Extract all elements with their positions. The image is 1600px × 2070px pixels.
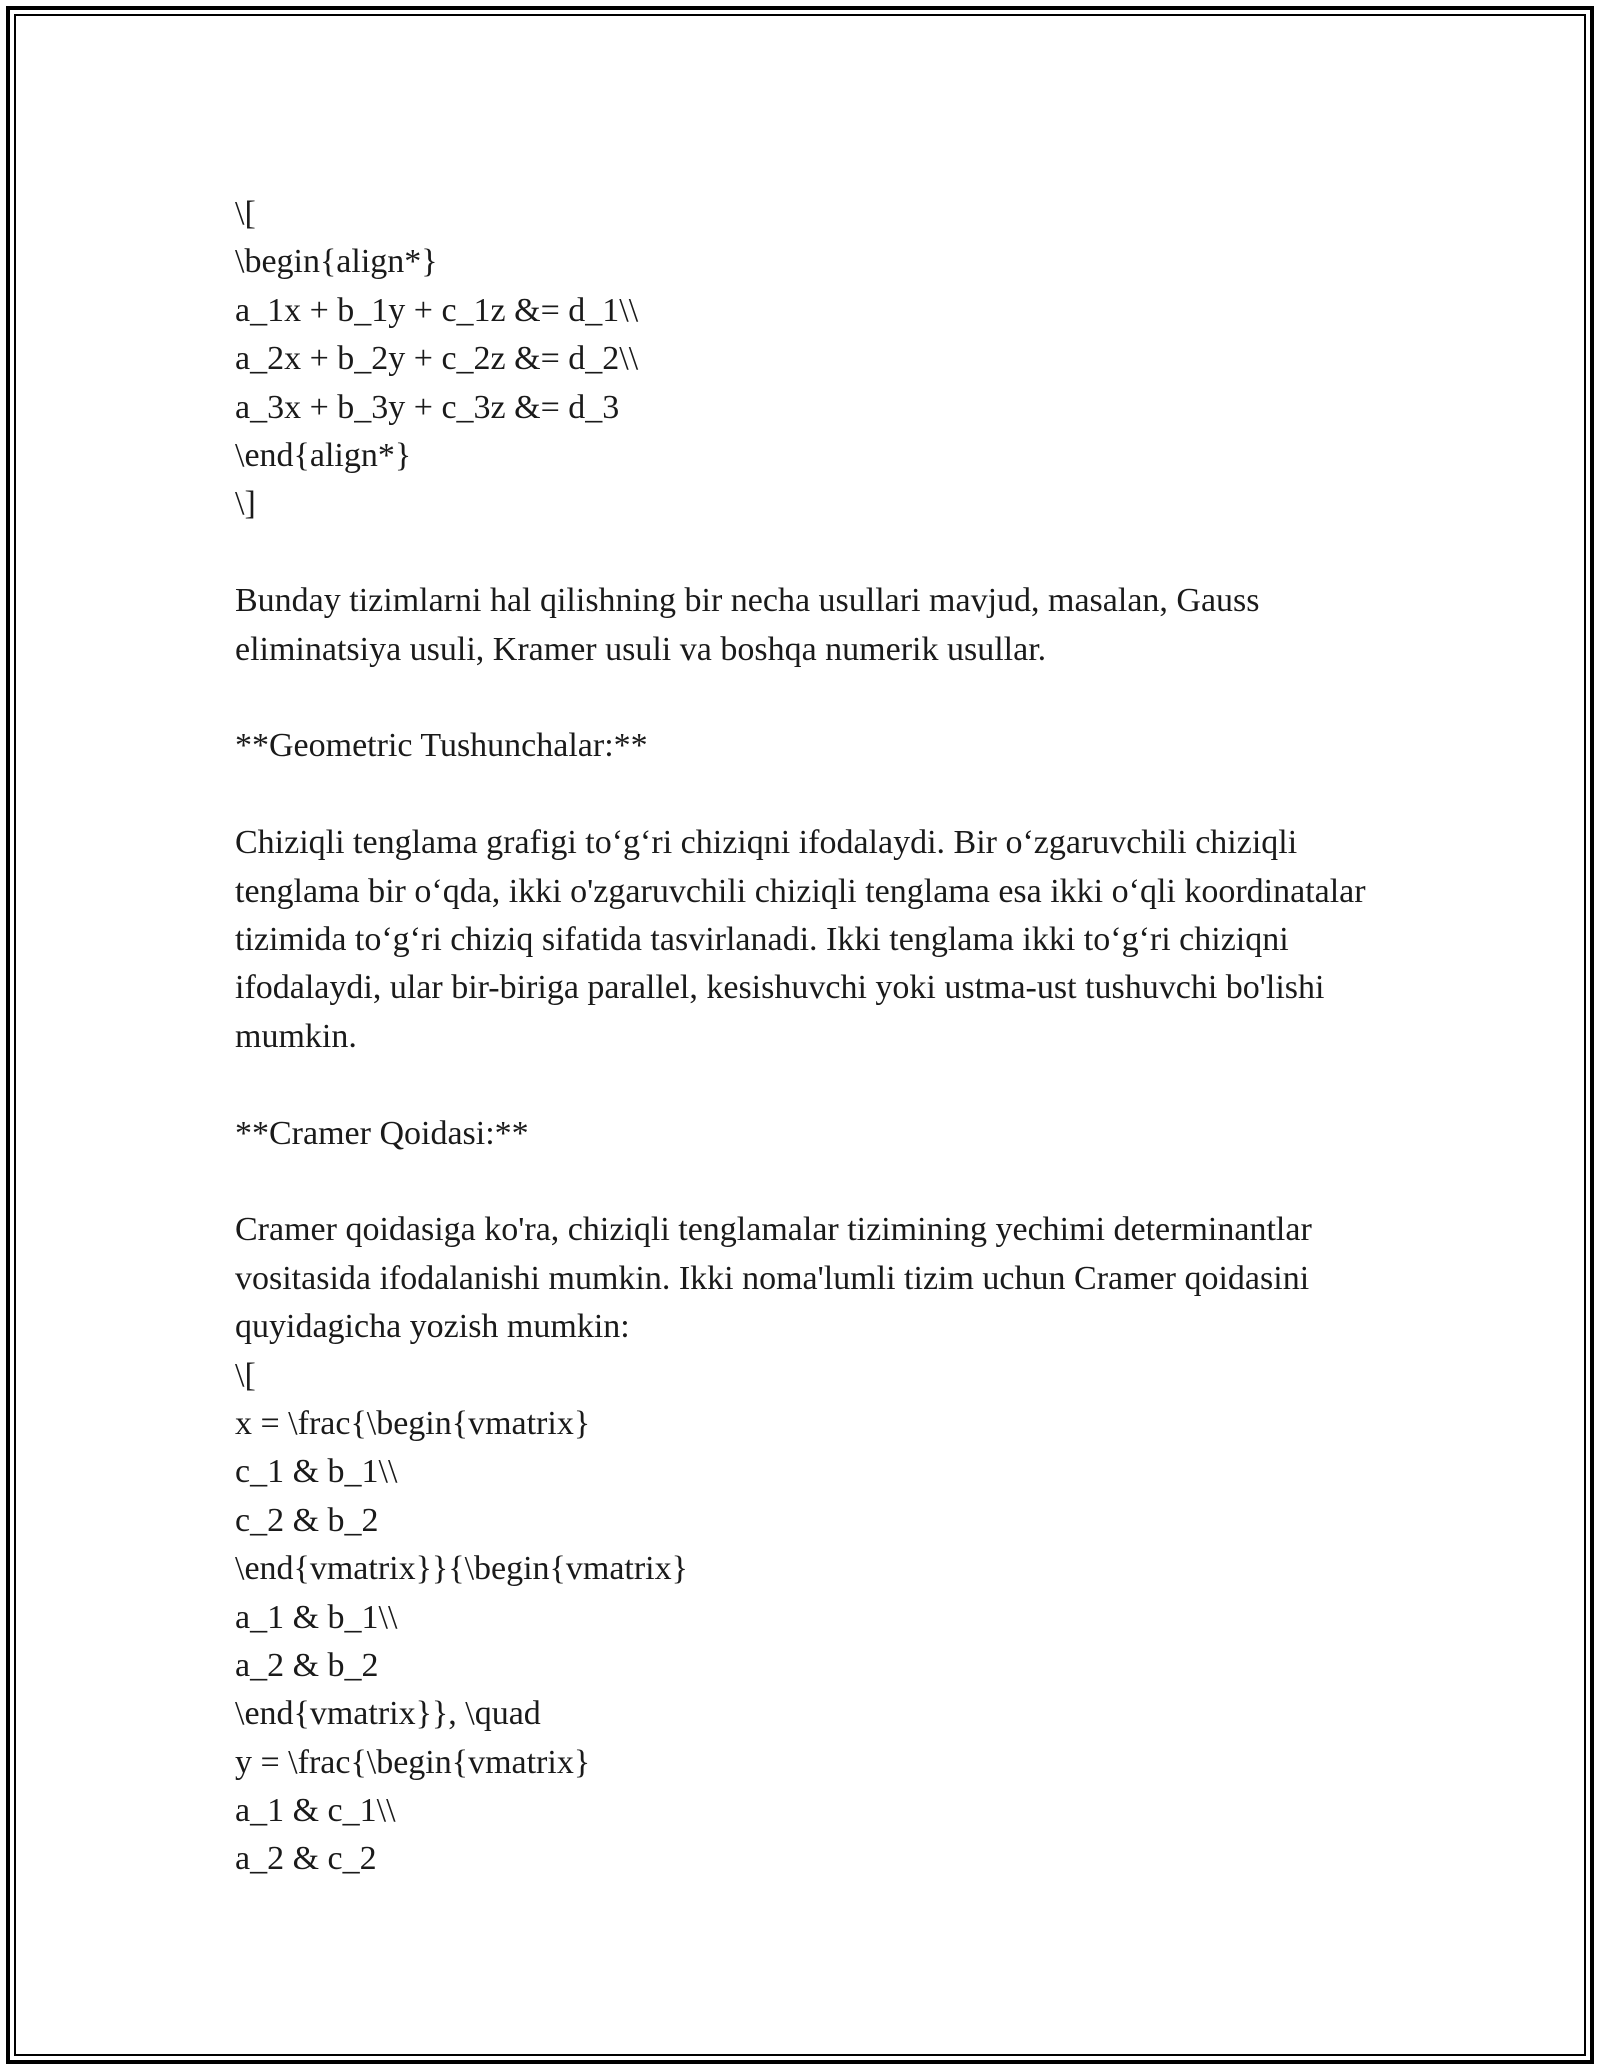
heading-geometric: **Geometric Tushunchalar:** xyxy=(235,727,648,765)
code-line: c_1 & b_1\\ xyxy=(235,1453,398,1491)
code-line: c_2 & b_2 xyxy=(235,1501,379,1539)
code-line: a_2 & b_2 xyxy=(235,1646,379,1684)
equation-block-cramer xyxy=(235,1352,1375,1884)
code-line: \begin{align*} xyxy=(235,243,438,281)
code-line: a_1 & b_1\\ xyxy=(235,1598,398,1636)
code-line: \] xyxy=(235,485,256,523)
paragraph-cramer: Cramer qoidasiga ko'ra, chiziqli tenglamalar tizimining yechimi determinantlar vositasida ifodalanishi mumkin. Ikki noma'lumli tizim uchun Cramer qoidasini quyidagicha yozish mumkin: xyxy=(235,1211,1312,1346)
code-line: a_3x + b_3y + c_3z &= d_3 xyxy=(235,388,620,426)
code-line: a_1 & c_1\\ xyxy=(235,1792,396,1830)
code-line: a_2x + b_2y + c_2z &= d_2\\ xyxy=(235,340,639,378)
code-line: \end{vmatrix}}, \quad xyxy=(235,1695,541,1733)
document-body xyxy=(235,190,1375,1884)
code-line: y = \frac{\begin{vmatrix} xyxy=(235,1743,591,1781)
code-line: \end{vmatrix}}{\begin{vmatrix} xyxy=(235,1550,688,1588)
code-line: a_2 & c_2 xyxy=(235,1840,377,1878)
code-line: \end{align*} xyxy=(235,436,412,474)
equation-block-align xyxy=(235,190,1375,529)
heading-cramer: **Cramer Qoidasi:** xyxy=(235,1114,529,1152)
paragraph-solution-methods: Bunday tizimlarni hal qilishning bir necha usullari mavjud, masalan, Gauss eliminatsiya usuli, Kramer usuli va boshqa numerik usullar. xyxy=(235,582,1260,668)
code-line: x = \frac{\begin{vmatrix} xyxy=(235,1404,591,1442)
paragraph-geometric: Chiziqli tenglama grafigi to‘g‘ri chiziqni ifodalaydi. Bir o‘zgaruvchili chiziqli tenglama bir o‘qda, ikki o'zgaruvchili chiziqli tenglama esa ikki o‘qli koordinatalar tizimida to‘g‘ri chiziq sifatida tasvirlanadi. Ikki tenglama ikki to‘g‘ri chiziqni ifodalaydi, ular bir-biriga parallel, kesishuvchi yoki ustma-ust tushuvchi bo'lishi mumkin. xyxy=(235,824,1366,1055)
code-line: \[ xyxy=(235,195,256,232)
code-line: \[ xyxy=(235,1356,256,1394)
code-line: a_1x + b_1y + c_1z &= d_1\\ xyxy=(235,291,639,329)
